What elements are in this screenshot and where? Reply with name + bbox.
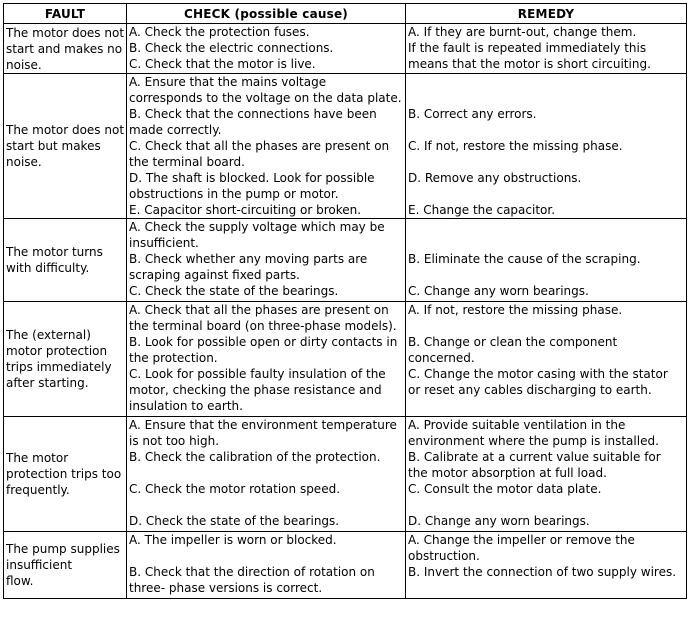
spacer: [408, 74, 684, 90]
remedy-line: A. If not, restore the missing phase.: [408, 303, 623, 317]
remedy-cell: [406, 24, 687, 74]
fault-line: flow.: [6, 574, 34, 588]
fault-line: after starting.: [6, 376, 89, 390]
spacer: [408, 154, 684, 170]
remedy-line: C. If not, restore the missing phase.: [408, 139, 623, 153]
remedy-line: the motor absorption at full load.: [408, 466, 607, 480]
header-row: [4, 4, 687, 24]
fault-line: The motor does not: [6, 123, 124, 137]
check-line: scraping against fixed parts.: [129, 268, 300, 282]
check-line: the protection.: [129, 351, 218, 365]
remedy-line: A. Change the impeller or remove the: [408, 533, 635, 547]
fault-line: noise.: [6, 155, 42, 169]
check-line: B. Look for possible open or dirty contacts in: [129, 335, 398, 349]
fault-line: trips immediately: [6, 360, 112, 374]
check-line: C. Look for possible faulty insulation of the: [129, 367, 386, 381]
remedy-line: C. Change the motor casing with the stator: [408, 367, 668, 381]
spacer: [408, 235, 684, 251]
remedy-cell: [406, 219, 687, 302]
remedy-line: means that the motor is short circuiting.: [408, 57, 651, 71]
table-row: [4, 532, 687, 599]
check-line: E. Capacitor short-circuiting or broken.: [129, 203, 362, 217]
fault-line: The motor: [6, 451, 69, 465]
check-cell: [127, 532, 406, 599]
fault-line: The motor does not: [6, 25, 124, 40]
fault-cell: [4, 532, 127, 599]
check-line: A. Check the protection fuses.: [129, 25, 310, 39]
spacer: [408, 497, 684, 513]
header-fault: FAULT: [4, 4, 127, 24]
fault-line: insufficient: [6, 558, 73, 572]
check-line: three- phase versions is correct.: [129, 581, 323, 595]
fault-cell: [4, 74, 127, 219]
fault-line: start and makes no: [6, 41, 123, 56]
remedy-line: or reset any cables discharging to earth.: [408, 383, 652, 397]
remedy-line: If the fault is repeated immediately this: [408, 41, 647, 55]
spacer: [408, 267, 684, 283]
check-line: B. Check the calibration of the protection.: [129, 450, 381, 464]
remedy-line: B. Invert the connection of two supply wires.: [408, 565, 677, 579]
check-cell: [127, 417, 406, 532]
header-remedy: REMEDY: [406, 4, 687, 24]
fault-line: with difficulty.: [6, 261, 90, 275]
fault-cell: [4, 219, 127, 302]
fault-line: The motor turns: [6, 245, 103, 259]
fault-cell: [4, 417, 127, 532]
fault-cell: [4, 24, 127, 74]
remedy-line: A. If they are burnt-out, change them.: [408, 25, 637, 39]
check-line: D. Check the state of the bearings.: [129, 514, 340, 528]
remedy-line: C. Consult the motor data plate.: [408, 482, 602, 496]
remedy-line: C. Change any worn bearings.: [408, 284, 589, 298]
remedy-cell: [406, 417, 687, 532]
spacer: [129, 465, 403, 481]
spacer: [408, 219, 684, 235]
remedy-cell: [406, 74, 687, 219]
spacer: [129, 497, 403, 513]
table-row: [4, 417, 687, 532]
remedy-line: B. Correct any errors.: [408, 107, 537, 121]
check-cell: [127, 302, 406, 417]
check-line: the terminal board.: [129, 155, 245, 169]
spacer: [408, 90, 684, 106]
table-row: [4, 219, 687, 302]
check-line: motor, checking the phase resistance and: [129, 383, 382, 397]
fault-line: start but makes: [6, 139, 101, 153]
check-line: A. Ensure that the mains voltage: [129, 75, 327, 89]
check-line: insulation to earth.: [129, 399, 243, 413]
check-line: A. Check the supply voltage which may be: [129, 220, 385, 234]
check-line: B. Check that the direction of rotation on: [129, 565, 375, 579]
table-row: [4, 24, 687, 74]
check-cell: [127, 24, 406, 74]
spacer: [408, 122, 684, 138]
fault-line: protection trips too: [6, 467, 122, 481]
check-line: corresponds to the voltage on the data plate.: [129, 91, 402, 105]
remedy-line: D. Change any worn bearings.: [408, 514, 590, 528]
check-cell: [127, 74, 406, 219]
remedy-line: B. Eliminate the cause of the scraping.: [408, 252, 641, 266]
remedy-line: obstruction.: [408, 549, 480, 563]
check-line: is not too high.: [129, 434, 220, 448]
check-line: A. Check that all the phases are present on: [129, 303, 389, 317]
check-line: A. Ensure that the environment temperature: [129, 418, 397, 432]
table-row: [4, 74, 687, 219]
header-check: CHECK (possible cause): [127, 4, 406, 24]
check-line: the terminal board (on three-phase models).: [129, 319, 397, 333]
fault-line: noise.: [6, 57, 42, 72]
fault-line: motor protection: [6, 344, 108, 358]
check-line: C. Check that all the phases are present on: [129, 139, 390, 153]
remedy-line: B. Calibrate at a current value suitable for: [408, 450, 661, 464]
check-line: C. Check that the motor is live.: [129, 57, 316, 71]
remedy-line: B. Change or clean the component: [408, 335, 618, 349]
table-row: [4, 302, 687, 417]
check-line: C. Check the motor rotation speed.: [129, 482, 341, 496]
check-line: insufficient.: [129, 236, 199, 250]
fault-cell: [4, 302, 127, 417]
check-cell: [127, 219, 406, 302]
spacer: [408, 318, 684, 334]
check-line: C. Check the state of the bearings.: [129, 284, 339, 298]
check-line: B. Check the electric connections.: [129, 41, 334, 55]
fault-line: The pump supplies: [6, 542, 120, 556]
remedy-cell: [406, 302, 687, 417]
remedy-line: E. Change the capacitor.: [408, 203, 556, 217]
remedy-line: concerned.: [408, 351, 475, 365]
remedy-line: environment where the pump is installed.: [408, 434, 659, 448]
remedy-line: A. Provide suitable ventilation in the: [408, 418, 626, 432]
remedy-line: D. Remove any obstructions.: [408, 171, 582, 185]
check-line: made correctly.: [129, 123, 222, 137]
spacer: [408, 186, 684, 202]
troubleshooting-table: [3, 3, 687, 599]
check-line: D. The shaft is blocked. Look for possible: [129, 171, 375, 185]
check-line: B. Check that the connections have been: [129, 107, 377, 121]
fault-line: The (external): [6, 328, 91, 342]
spacer: [129, 548, 403, 564]
check-line: B. Check whether any moving parts are: [129, 252, 368, 266]
check-line: A. The impeller is worn or blocked.: [129, 533, 337, 547]
remedy-cell: [406, 532, 687, 599]
fault-line: frequently.: [6, 483, 70, 497]
check-line: obstructions in the pump or motor.: [129, 187, 339, 201]
